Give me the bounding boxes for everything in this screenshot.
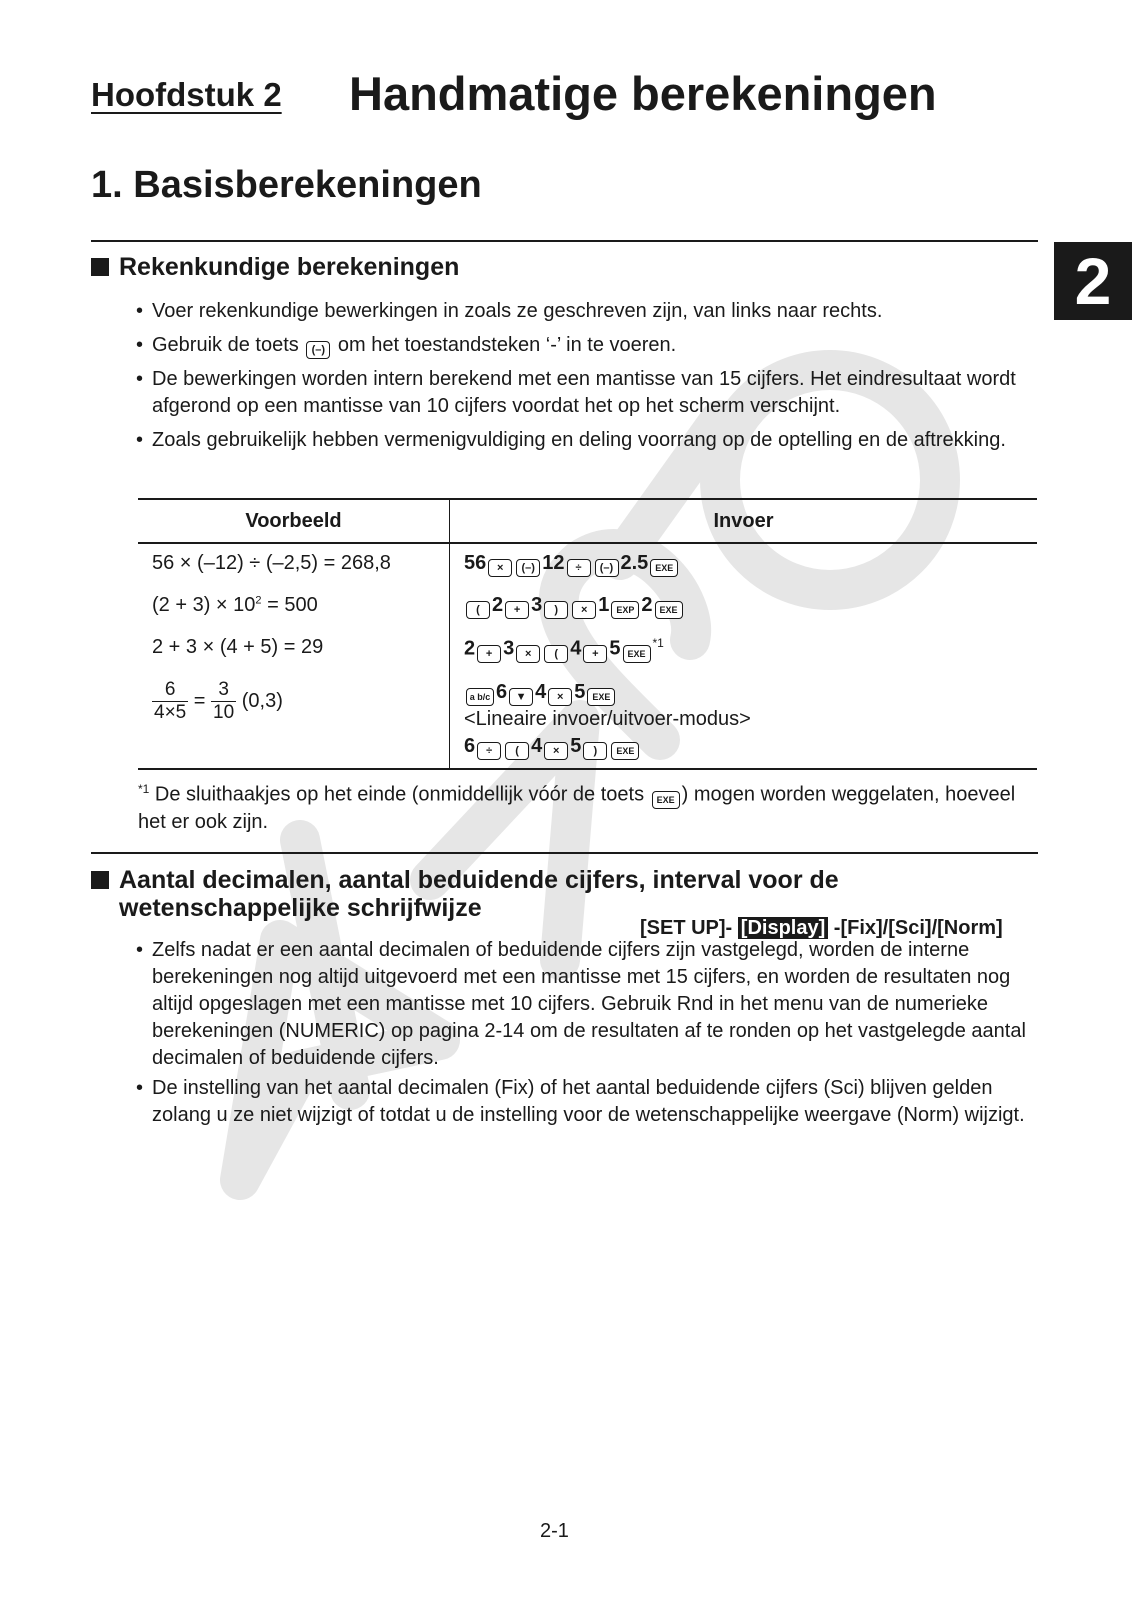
bullet-text: Zelfs nadat er een aantal decimalen of beduidende cijfers zijn vastgelegd, worden de interne berekeningen nog altijd uitgevoerd met een mantisse met 15 cijfers, en worden de resultaten nog altijd opgeslagen met een mantisse met 10 cijfers. Gebruik Rnd in het menu van de numerieke berekeningen (NUMERIC) op pagina 2-14 om de resultaten af te ronden op het vastgelegde aantal decimalen of beduidende cijfers.: [152, 939, 1026, 1069]
negative-key-icon: (–): [516, 559, 540, 577]
list-item: [136, 298, 1036, 325]
footnote: $^{*1}$ De sluithaakjes op het einde (onmiddellijk vóór de toets EXE ) mogen worden weggelaten, hoeveel het er ook zijn.: [138, 782, 1016, 833]
table-row: [138, 628, 1037, 671]
input-cell: 56 × (–) 12 ÷ (–) 2.5 EXE: [450, 543, 1038, 586]
exe-key-icon: EXE: [655, 601, 683, 619]
close-paren-key-icon: ): [544, 601, 568, 619]
section-divider: [91, 240, 1038, 242]
examples-table: [138, 498, 1037, 770]
fraction: $\frac{3}{10}$: [213, 678, 235, 723]
chapter-title: Handmatige berekeningen: [349, 67, 937, 120]
example-cell: 56 × (–12) ÷ (–2,5) = 268,8: [138, 543, 450, 586]
example-cell: $\frac{6}{4\times 5}$ = $\frac{3}{10}$ (0,3): [138, 671, 450, 769]
multiply-key-icon: ×: [488, 559, 512, 577]
square-bullet-icon: [91, 258, 109, 276]
bullet-text: Voer rekenkundige bewerkingen in zoals ze geschreven zijn, van links naar rechts.: [152, 300, 883, 322]
bullet-text: Zoals gebruikelijk hebben vermenigvuldiging en deling voorrang op de optelling en de aftrekking.: [152, 429, 1006, 451]
subsection-heading-text: Aantal decimalen, aantal beduidende cijfers, interval voor de: [119, 866, 839, 894]
list-item: [136, 427, 1036, 454]
section-title: 1. Basisberekeningen: [91, 164, 482, 206]
multiply-key-icon: ×: [572, 601, 596, 619]
multiply-key-icon: ×: [544, 742, 568, 760]
bullet-dot-icon: •: [136, 368, 144, 390]
page-number: 2-1: [540, 1520, 569, 1542]
bullet-text: Gebruik de toets (–) om het toestandsteken ‘-’ in te voeren.: [136, 332, 1036, 359]
list-item: [136, 366, 1036, 420]
open-paren-key-icon: (: [505, 742, 529, 760]
exe-key-icon: EXE: [611, 742, 639, 760]
square-bullet-icon: [91, 871, 109, 889]
bullet-dot-icon: •: [136, 300, 144, 322]
subsection-heading: [91, 253, 459, 282]
negative-key-icon: (–): [306, 341, 330, 359]
exe-key-icon: EXE: [623, 645, 651, 663]
input-cell: 2 + 3 × ( 4 + 5 EXE$^{*1}$: [450, 628, 1038, 671]
exe-key-icon: EXE: [587, 688, 615, 706]
multiply-key-icon: ×: [548, 688, 572, 706]
mode-label: <Lineaire invoer/uitvoer-modus>: [464, 707, 751, 730]
bullet-text: De instelling van het aantal decimalen (Fix) of het aantal beduidende cijfers (Sci) blijven gelden zolang u ze niet wijzigt of totdat u de instelling voor de wetenschappelijke weergave (Norm) wijzigt.: [152, 1077, 1025, 1126]
fraction-key-icon: a b/c: [466, 688, 494, 706]
down-arrow-key-icon: ▼: [509, 688, 533, 706]
display-menu-highlight: [Display]: [738, 917, 828, 939]
bullet-dot-icon: •: [136, 429, 144, 451]
open-paren-key-icon: (: [466, 601, 490, 619]
plus-key-icon: +: [505, 601, 529, 619]
input-cell: ( 2 + 3 ) × 1 EXP 2 EXE: [450, 586, 1038, 628]
setup-menu-path: [SET UP]- [Display] -[Fix]/[Sci]/[Norm]: [640, 917, 1003, 939]
column-header-input: Invoer: [450, 499, 1038, 543]
example-cell: 2 + 3 × (4 + 5) = 29: [138, 628, 450, 671]
chapter-tab: 2: [1054, 242, 1132, 320]
chapter-label: Hoofdstuk 2: [91, 76, 282, 113]
section-divider: [91, 852, 1038, 854]
table-header-row: [138, 499, 1037, 543]
bullet-dot-icon: •: [136, 1077, 144, 1099]
multiply-key-icon: ×: [516, 645, 540, 663]
subsection-heading-text: wetenschappelijke schrijfwijze: [119, 894, 482, 922]
list-item: [136, 1075, 1026, 1129]
exp-key-icon: EXP: [611, 601, 639, 619]
table-row: [138, 671, 1037, 769]
plus-key-icon: +: [477, 645, 501, 663]
subsection-heading-text: Rekenkundige berekeningen: [119, 253, 460, 281]
bullet-dot-icon: •: [136, 334, 144, 356]
open-paren-key-icon: (: [544, 645, 568, 663]
divide-key-icon: ÷: [567, 559, 591, 577]
table-row: [138, 543, 1037, 586]
divide-key-icon: ÷: [477, 742, 501, 760]
exe-key-icon: EXE: [650, 559, 678, 577]
negative-key-icon: (–): [595, 559, 619, 577]
close-paren-key-icon: ): [583, 742, 607, 760]
exe-key-icon: EXE: [652, 791, 680, 809]
footnote-marker: *1: [652, 636, 664, 650]
subsection-heading: [91, 866, 839, 922]
example-cell: $(2 + 3) \times 10^2 = 500$: [138, 586, 450, 628]
table-row: [138, 586, 1037, 628]
plus-key-icon: +: [583, 645, 607, 663]
watermark-text: CASIO: [0, 0, 4, 1]
bullet-text: De bewerkingen worden intern berekend met een mantisse van 15 cijfers. Het eindresultaat wordt afgerond op een mantisse van 10 cijfers voordat het op het scherm verschijnt.: [152, 368, 1016, 417]
list-item: [136, 937, 1026, 1072]
column-header-example: Voorbeeld: [138, 499, 450, 543]
bullet-dot-icon: •: [136, 939, 144, 961]
list-item: [136, 332, 1036, 359]
fraction: $\frac{6}{4\times 5}$: [154, 678, 187, 723]
input-cell: a b/c 6 ▼ 4 × 5 EXE <Lineaire invoer/uitvoer-modus> 6 ÷ ( 4 × 5 ) EXE: [450, 671, 1038, 769]
